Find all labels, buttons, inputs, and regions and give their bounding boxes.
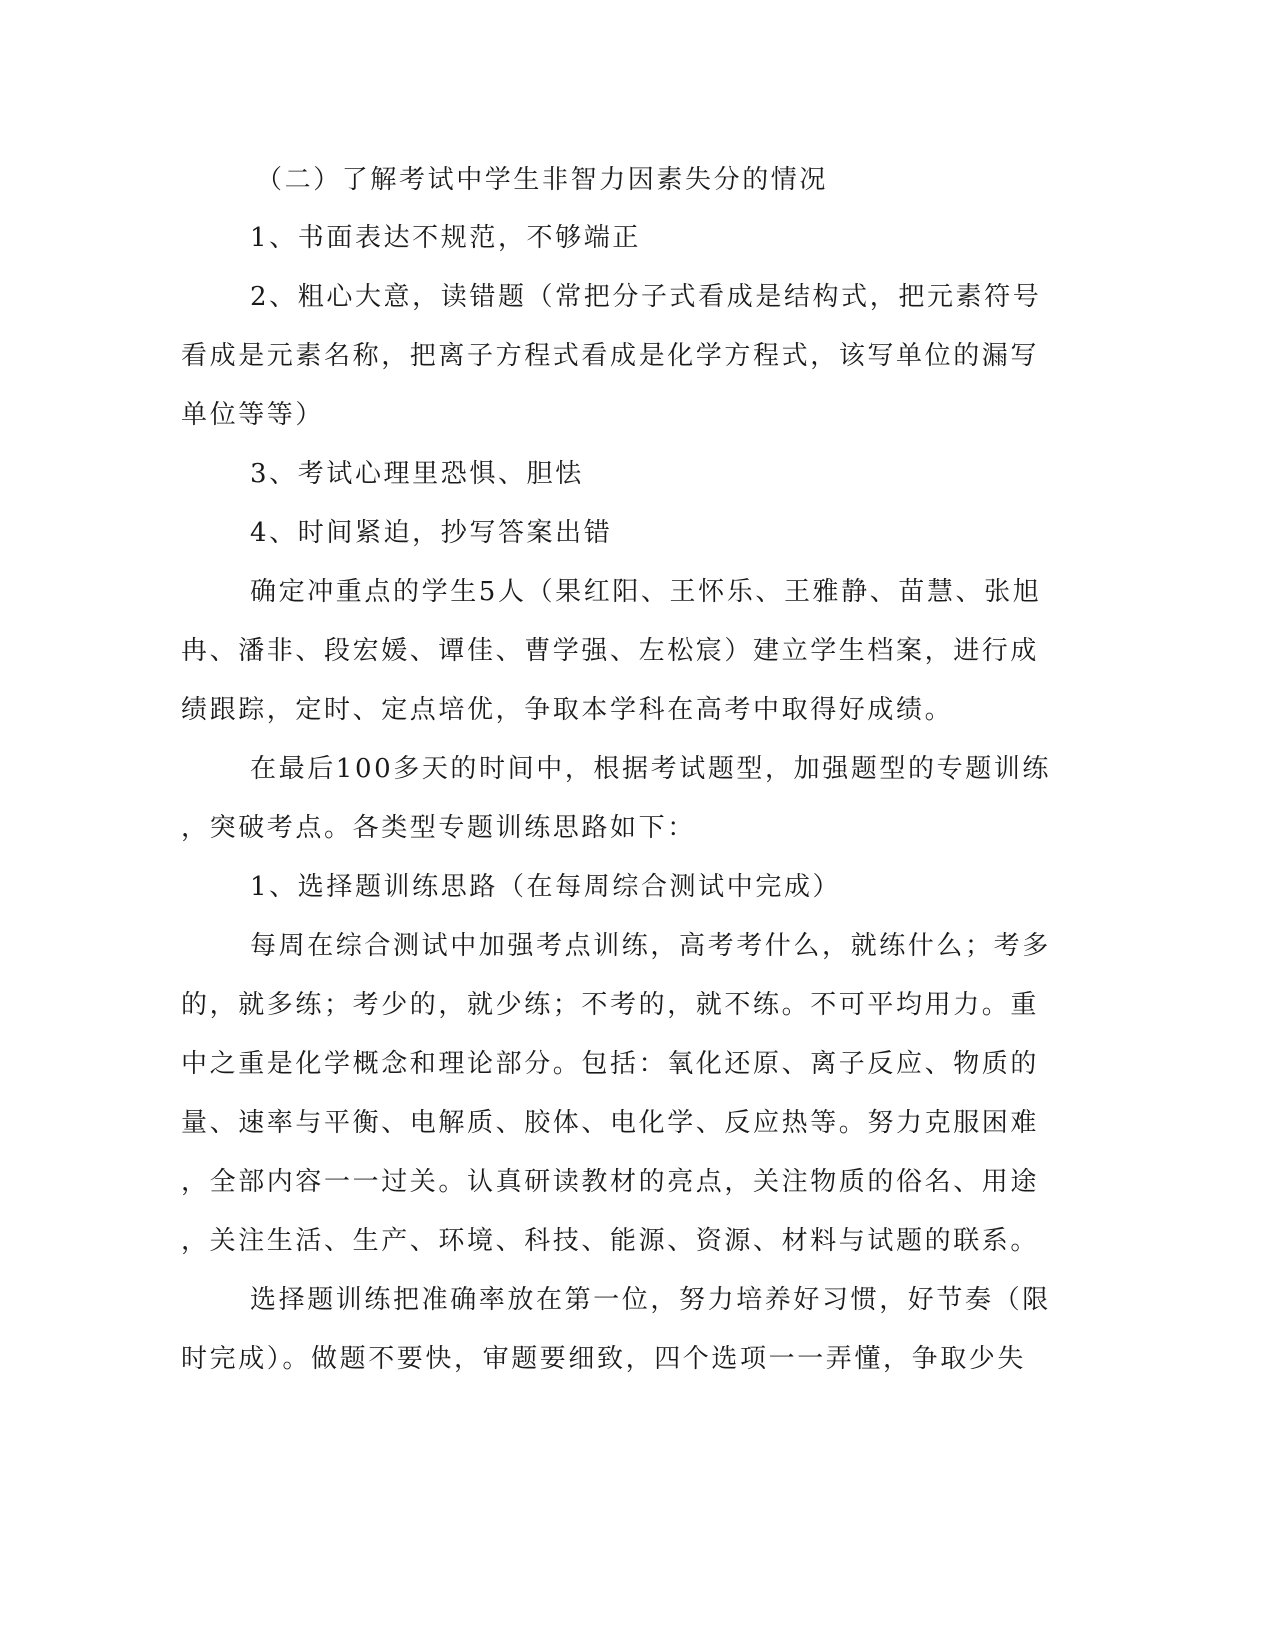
paragraph-line: 选择题训练把准确率放在第一位，努力培养好习惯，好节奏（限 (250, 1285, 1051, 1315)
paragraph-line: 量、速率与平衡、电解质、胶体、电化学、反应热等。努力克服困难 (181, 1108, 1040, 1138)
paragraph-line: ，关注生活、生产、环境、科技、能源、资源、材料与试题的联系。 (181, 1226, 1040, 1256)
paragraph-line: 单位等等） (181, 400, 325, 430)
list-item: 2、粗心大意，读错题（常把分子式看成是结构式，把元素符号 (250, 282, 1042, 312)
list-item: 3、考试心理里恐惧、胆怯 (250, 459, 584, 489)
list-item: 1、书面表达不规范，不够端正 (250, 223, 641, 253)
paragraph-line: 在最后100多天的时间中，根据考试题型，加强题型的专题训练 (250, 754, 1052, 784)
list-item: 1、选择题训练思路（在每周综合测试中完成） (250, 872, 842, 902)
paragraph-line: 每周在综合测试中加强考点训练，高考考什么，就练什么；考多 (250, 931, 1051, 961)
paragraph-line: 确定冲重点的学生5人（果红阳、王怀乐、王雅静、苗慧、张旭 (250, 577, 1042, 607)
paragraph-line: 看成是元素名称，把离子方程式看成是化学方程式，该写单位的漏写 (181, 341, 1040, 371)
paragraph-line: ，突破考点。各类型专题训练思路如下： (181, 813, 696, 843)
paragraph-line: 绩跟踪，定时、定点培优，争取本学科在高考中取得好成绩。 (181, 695, 954, 725)
paragraph-line: 的，就多练；考少的，就少练；不考的，就不练。不可平均用力。重 (181, 990, 1040, 1020)
section-heading: （二）了解考试中学生非智力因素失分的情况 (256, 165, 829, 195)
paragraph-line: 时完成）。做题不要快，审题要细致，四个选项一一弄懂，争取少失 (181, 1344, 1027, 1374)
paragraph-line: ，全部内容一一过关。认真研读教材的亮点，关注物质的俗名、用途 (181, 1167, 1040, 1197)
list-item: 4、时间紧迫，抄写答案出错 (250, 518, 613, 548)
paragraph-line: 中之重是化学概念和理论部分。包括：氧化还原、离子反应、物质的 (181, 1049, 1040, 1079)
paragraph-line: 冉、潘非、段宏媛、谭佳、曹学强、左松宸）建立学生档案，进行成 (181, 636, 1040, 666)
